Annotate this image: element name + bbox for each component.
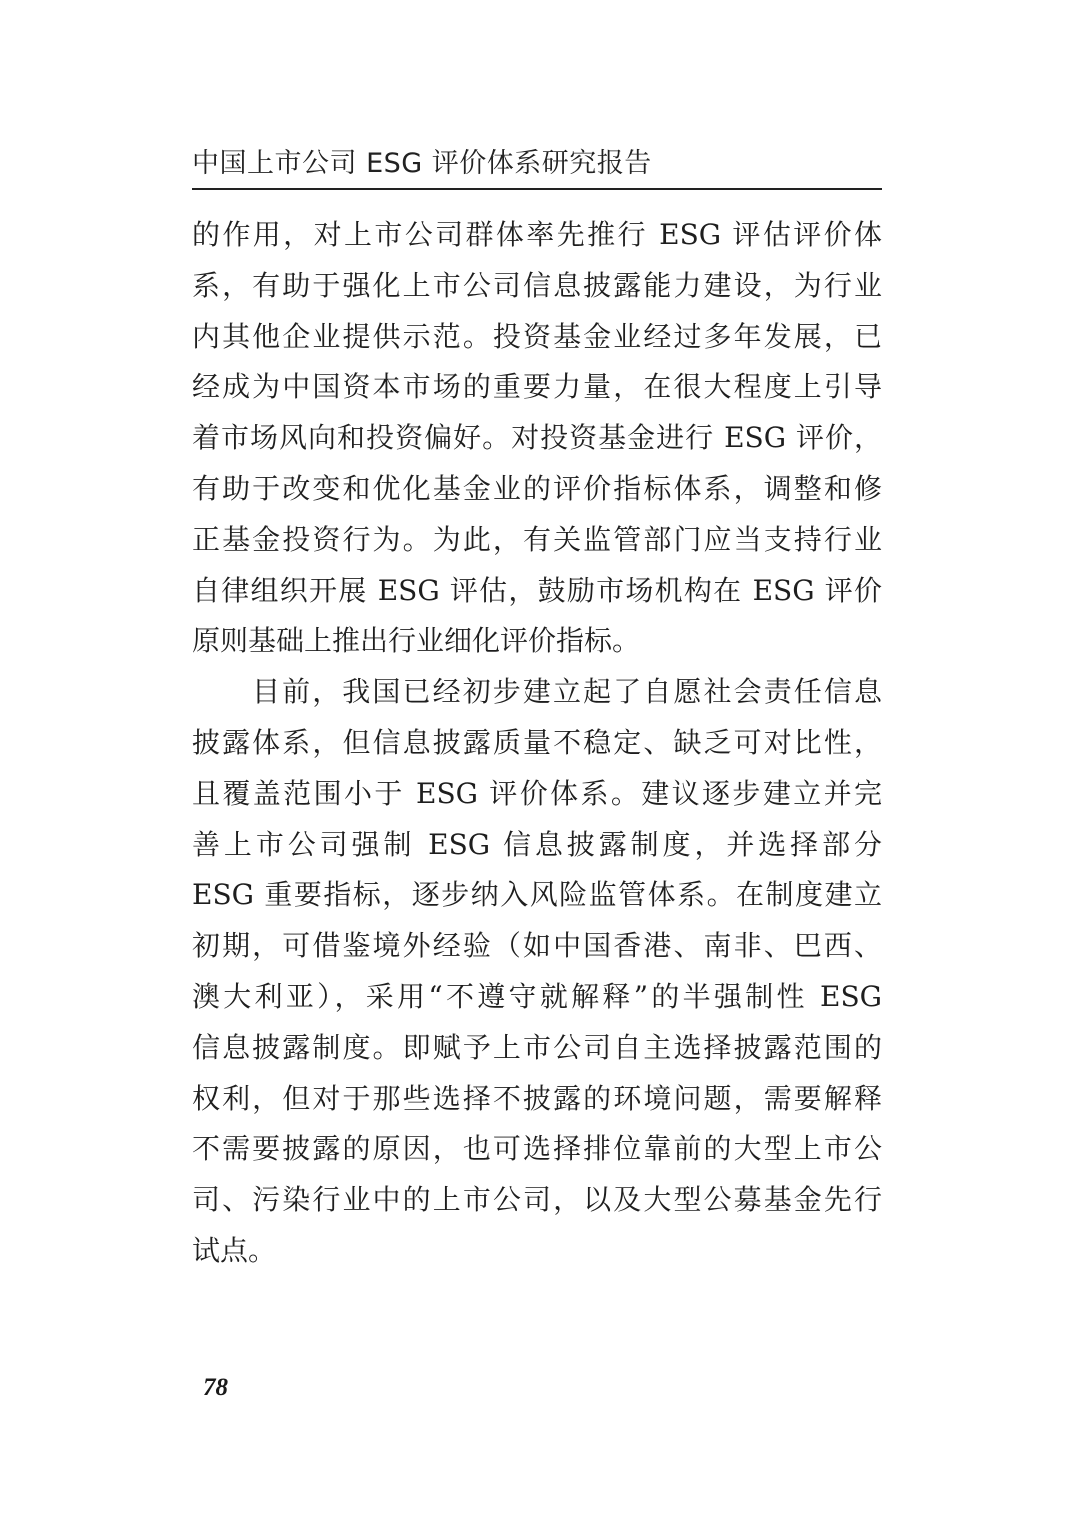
page-number: 78 xyxy=(203,1374,228,1401)
text-line: 目前，我国已经初步建立起了自愿社会责任信息 xyxy=(252,675,882,709)
text-line: 试点。 xyxy=(192,1233,277,1267)
text-line: 披露体系，但信息披露质量不稳定、缺乏可对比性， xyxy=(192,725,882,759)
paragraph-2 xyxy=(192,667,882,1277)
text-line: 的作用，对上市公司群体率先推行 ESG 评估评价体 xyxy=(192,218,882,251)
text-line: 信息披露制度。即赋予上市公司自主选择披露范围的 xyxy=(192,1030,882,1064)
text-line: 原则基础上推出行业细化评价指标。 xyxy=(192,624,641,658)
text-line: 澳大利亚），采用“不遵守就解释”的半强制性 ESG xyxy=(192,979,882,1013)
text-line: 善上市公司强制 ESG 信息披露制度，并选择部分 xyxy=(192,827,882,861)
body-text xyxy=(192,210,882,1277)
text-line: 初期，可借鉴境外经验（如中国香港、南非、巴西、 xyxy=(192,929,882,963)
paragraph-1 xyxy=(192,210,882,667)
text-line: 着市场风向和投资偏好。对投资基金进行 ESG 评价， xyxy=(192,421,882,455)
text-line: 司、污染行业中的上市公司，以及大型公募基金先行 xyxy=(192,1183,882,1217)
text-line: 权利，但对于那些选择不披露的环境问题，需要解释 xyxy=(192,1081,882,1115)
text-line: 且覆盖范围小于 ESG 评价体系。建议逐步建立并完 xyxy=(192,776,882,810)
text-line: ESG 重要指标，逐步纳入风险监管体系。在制度建立 xyxy=(192,878,882,912)
text-line: 经成为中国资本市场的重要力量，在很大程度上引导 xyxy=(192,370,882,404)
text-line: 自律组织开展 ESG 评估，鼓励市场机构在 ESG 评价 xyxy=(192,573,882,607)
running-header-title: 中国上市公司 ESG 评价体系研究报告 xyxy=(192,148,652,179)
running-header xyxy=(192,144,882,190)
text-line: 正基金投资行为。为此，有关监管部门应当支持行业 xyxy=(192,522,882,556)
text-line: 内其他企业提供示范。投资基金业经过多年发展，已 xyxy=(192,319,882,353)
text-line: 有助于改变和优化基金业的评价指标体系，调整和修 xyxy=(192,471,882,505)
text-line: 不需要披露的原因，也可选择排位靠前的大型上市公 xyxy=(192,1132,882,1166)
text-line: 系，有助于强化上市公司信息披露能力建设，为行业 xyxy=(192,268,882,302)
